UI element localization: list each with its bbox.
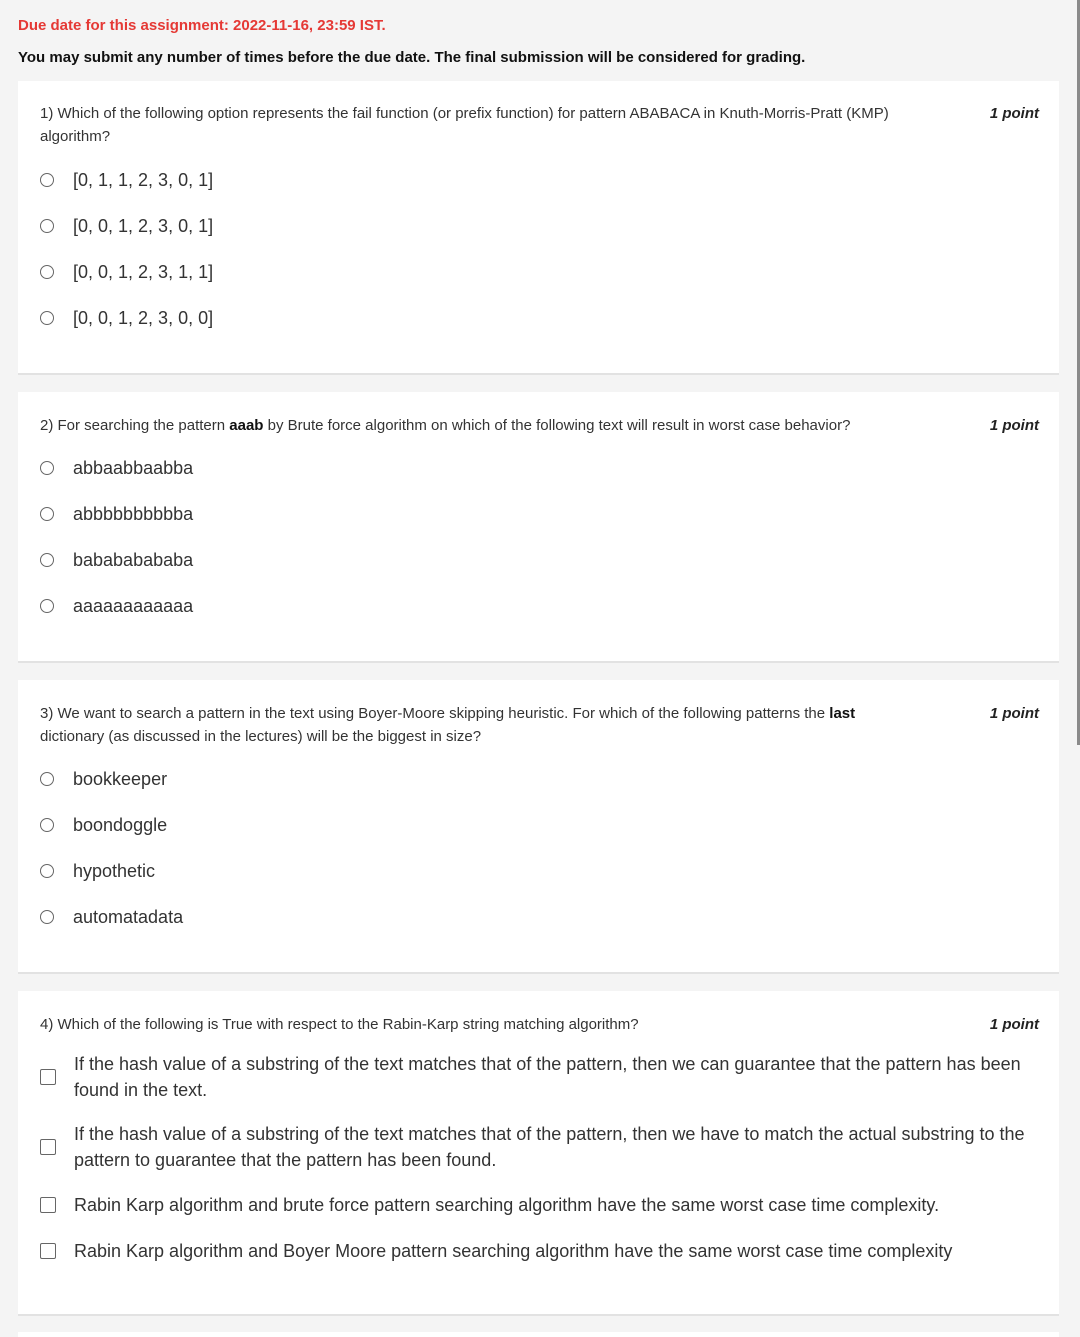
options-list <box>18 756 1059 940</box>
option-label: [0, 0, 1, 2, 3, 0, 1] <box>73 215 214 236</box>
radio-button[interactable] <box>40 173 54 187</box>
option-1-c[interactable] <box>40 249 1059 295</box>
options-list <box>18 1042 1059 1274</box>
option-3-c[interactable] <box>40 848 1059 894</box>
radio-button[interactable] <box>40 507 54 521</box>
radio-button[interactable] <box>40 311 54 325</box>
option-label: aaaaaaaaaaaa <box>73 595 194 616</box>
option-label: Rabin Karp algorithm and brute force pattern searching algorithm have the same worst case time complexity. <box>74 1195 940 1215</box>
option-2-d[interactable] <box>40 583 1059 629</box>
question-points: 1 point <box>989 1016 1039 1033</box>
option-4-c[interactable] <box>40 1182 1059 1228</box>
due-date-notice: Due date for this assignment: 2022-11-16, 23:59 IST. <box>18 17 386 34</box>
question-card-1 <box>18 81 1059 375</box>
question-text: 4) Which of the following is True with respect to the Rabin-Karp string matching algorithm? <box>40 1016 639 1033</box>
question-header <box>18 414 1059 437</box>
option-3-d[interactable] <box>40 894 1059 940</box>
option-1-d[interactable] <box>40 295 1059 341</box>
checkbox[interactable] <box>40 1139 56 1155</box>
question-card-2 <box>18 392 1059 663</box>
option-label: [0, 1, 1, 2, 3, 0, 1] <box>73 169 214 190</box>
option-4-b[interactable] <box>40 1112 1059 1182</box>
submission-note: You may submit any number of times before the due date. The final submission will be considered for grading. <box>18 49 806 66</box>
question-header <box>18 702 1059 748</box>
option-4-a[interactable] <box>40 1042 1059 1112</box>
option-1-a[interactable] <box>40 157 1059 203</box>
option-2-b[interactable] <box>40 491 1059 537</box>
options-list <box>18 157 1059 341</box>
option-3-a[interactable] <box>40 756 1059 802</box>
option-2-a[interactable] <box>40 445 1059 491</box>
option-label: automatadata <box>73 906 184 927</box>
radio-button[interactable] <box>40 265 54 279</box>
question-card-4 <box>18 991 1059 1316</box>
option-label: abbaabbaabba <box>73 457 194 478</box>
radio-button[interactable] <box>40 864 54 878</box>
option-label: [0, 0, 1, 2, 3, 0, 0] <box>73 307 214 328</box>
question-header <box>18 1013 1059 1036</box>
option-1-b[interactable] <box>40 203 1059 249</box>
question-card-3 <box>18 680 1059 974</box>
option-label: If the hash value of a substring of the text matches that of the pattern, then we can guarantee that the pattern has been found in the text. <box>74 1054 1021 1100</box>
question-text: 3) We want to search a pattern in the text using Boyer-Moore skipping heuristic. For which of the following patterns the last dictionary (as discussed in the lectures) will be the biggest in size? <box>40 705 856 745</box>
question-points: 1 point <box>989 705 1039 722</box>
option-3-b[interactable] <box>40 802 1059 848</box>
option-label: abbbbbbbbbba <box>73 503 194 524</box>
options-list <box>18 445 1059 629</box>
radio-button[interactable] <box>40 818 54 832</box>
radio-button[interactable] <box>40 219 54 233</box>
option-label: bookkeeper <box>73 768 168 789</box>
option-4-d[interactable] <box>40 1228 1059 1274</box>
question-points: 1 point <box>989 417 1039 434</box>
option-2-c[interactable] <box>40 537 1059 583</box>
option-label: Rabin Karp algorithm and Boyer Moore pattern searching algorithm have the same worst case time complexity <box>74 1241 953 1261</box>
checkbox[interactable] <box>40 1069 56 1085</box>
radio-button[interactable] <box>40 772 54 786</box>
question-text: 2) For searching the pattern aaab by Brute force algorithm on which of the following text will result in worst case behavior? <box>40 417 851 434</box>
option-label: hypothetic <box>73 860 156 881</box>
question-points: 1 point <box>989 105 1039 122</box>
option-label: babababababa <box>73 549 194 570</box>
checkbox[interactable] <box>40 1243 56 1259</box>
question-text: 1) Which of the following option represents the fail function (or prefix function) for pattern ABABACA in Knuth-Morris-Pratt (KMP) algorithm? <box>40 105 889 145</box>
radio-button[interactable] <box>40 599 54 613</box>
question-header <box>18 102 1059 148</box>
option-label: boondoggle <box>73 814 168 835</box>
radio-button[interactable] <box>40 910 54 924</box>
radio-button[interactable] <box>40 461 54 475</box>
option-label: [0, 0, 1, 2, 3, 1, 1] <box>73 261 214 282</box>
next-question-card-edge <box>18 1332 1059 1337</box>
radio-button[interactable] <box>40 553 54 567</box>
option-label: If the hash value of a substring of the text matches that of the pattern, then we have to match the actual substring to the pattern to guarantee that the pattern has been found. <box>74 1124 1025 1170</box>
assignment-header <box>0 0 1080 68</box>
checkbox[interactable] <box>40 1197 56 1213</box>
